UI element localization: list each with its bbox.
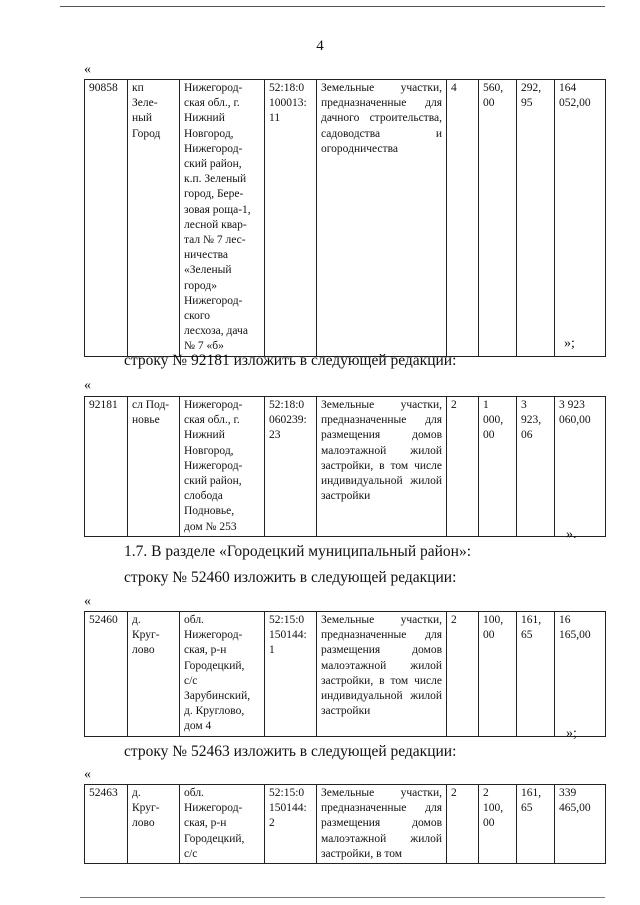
instruction-paragraph: строку № 52460 изложить в следующей редакции: — [124, 569, 457, 586]
cadastral-value-cell: 164 052,00 — [555, 80, 606, 357]
table-row — [85, 785, 606, 864]
closing-quote: »; — [564, 336, 575, 351]
page-number: 4 — [316, 38, 324, 54]
address-cell: Нижегород- ская обл., г. Нижний Новгород, Нижегород- ский район, слобода Подновье, дом № 253 — [180, 397, 265, 537]
register-table-52463 — [84, 784, 606, 864]
cadastral-value-cell: 3 923 060,00 — [555, 397, 606, 537]
specific-value-cell: 1 000, 00 — [479, 397, 517, 537]
opening-quote: « — [84, 378, 91, 393]
specific-value-cell: 2 100, 00 — [479, 785, 517, 864]
opening-quote: « — [84, 62, 91, 77]
opening-quote: « — [84, 767, 91, 782]
land-purpose-cell: Земельные участки, предназначенные для дачного строительства, садоводства и огородничества — [317, 80, 447, 357]
register-table-52460 — [84, 611, 606, 737]
table-row — [85, 80, 606, 357]
top-rule — [60, 6, 605, 7]
row-id: 92181 — [85, 397, 128, 537]
closing-quote: »; — [566, 726, 577, 741]
bottom-rule — [80, 897, 605, 898]
purpose-code-cell: 2 — [447, 397, 479, 537]
land-purpose-cell: Земельные участки, предназначенные для размещения домов малоэтажной жилой застройки, в том числе индивидуальной жилой застройки — [317, 397, 447, 537]
cadastral-number-cell: 52:18:0 100013: 11 — [265, 80, 317, 357]
settlement-cell: д. Круг- лово — [128, 785, 180, 864]
address-cell: обл. Нижегород- ская, р-н Городецкий, с/с Зарубинский, д. Круглово, дом 4 — [180, 612, 265, 737]
row-id: 90858 — [85, 80, 128, 357]
land-purpose-cell: Земельные участки, предназначенные для размещения домов малоэтажной жилой застройки, в том числе индивидуальной жилой застройки — [317, 612, 447, 737]
address-cell: обл. Нижегород- ская, р-н Городецкий, с/с — [180, 785, 265, 864]
settlement-cell: кп Зеле- ный Город — [128, 80, 180, 357]
address-cell: Нижегород- ская обл., г. Нижний Новгород, Нижегород- ский район, к.п. Зеленый город, Бере- зовая роща-1, лесной квар- тал № 7 лес- ничества «Зеленый город» Нижегород- ского лесхоза, дача № 7 «б» — [180, 80, 265, 357]
area-cell: 161, 65 — [517, 612, 555, 737]
land-purpose-cell: Земельные участки, предназначенные для размещения домов малоэтажной жилой застройки, в том — [317, 785, 447, 864]
area-cell: 161, 65 — [517, 785, 555, 864]
settlement-cell: д. Круг- лово — [128, 612, 180, 737]
cadastral-value-cell: 16 165,00 — [555, 612, 606, 737]
area-cell: 3 923, 06 — [517, 397, 555, 537]
cadastral-number-cell: 52:15:0 150144: 2 — [265, 785, 317, 864]
instruction-paragraph: строку № 92181 изложить в следующей редакции: — [124, 352, 457, 369]
instruction-paragraph: строку № 52463 изложить в следующей редакции: — [124, 743, 457, 760]
purpose-code-cell: 2 — [447, 612, 479, 737]
settlement-cell: сл Под- новье — [128, 397, 180, 537]
purpose-code-cell: 2 — [447, 785, 479, 864]
table-row — [85, 612, 606, 737]
section-heading: 1.7. В разделе «Городецкий муниципальный район»: — [124, 543, 472, 560]
specific-value-cell: 100, 00 — [479, 612, 517, 737]
cadastral-number-cell: 52:18:0 060239: 23 — [265, 397, 317, 537]
area-cell: 292, 95 — [517, 80, 555, 357]
cadastral-number-cell: 52:15:0 150144: 1 — [265, 612, 317, 737]
register-table-90858 — [84, 79, 606, 357]
row-id: 52463 — [85, 785, 128, 864]
specific-value-cell: 560, 00 — [479, 80, 517, 357]
closing-quote: ». — [566, 527, 577, 542]
cadastral-value-cell: 339 465,00 — [555, 785, 606, 864]
row-id: 52460 — [85, 612, 128, 737]
register-table-92181 — [84, 396, 606, 537]
purpose-code-cell: 4 — [447, 80, 479, 357]
opening-quote: « — [84, 594, 91, 609]
table-row — [85, 397, 606, 537]
